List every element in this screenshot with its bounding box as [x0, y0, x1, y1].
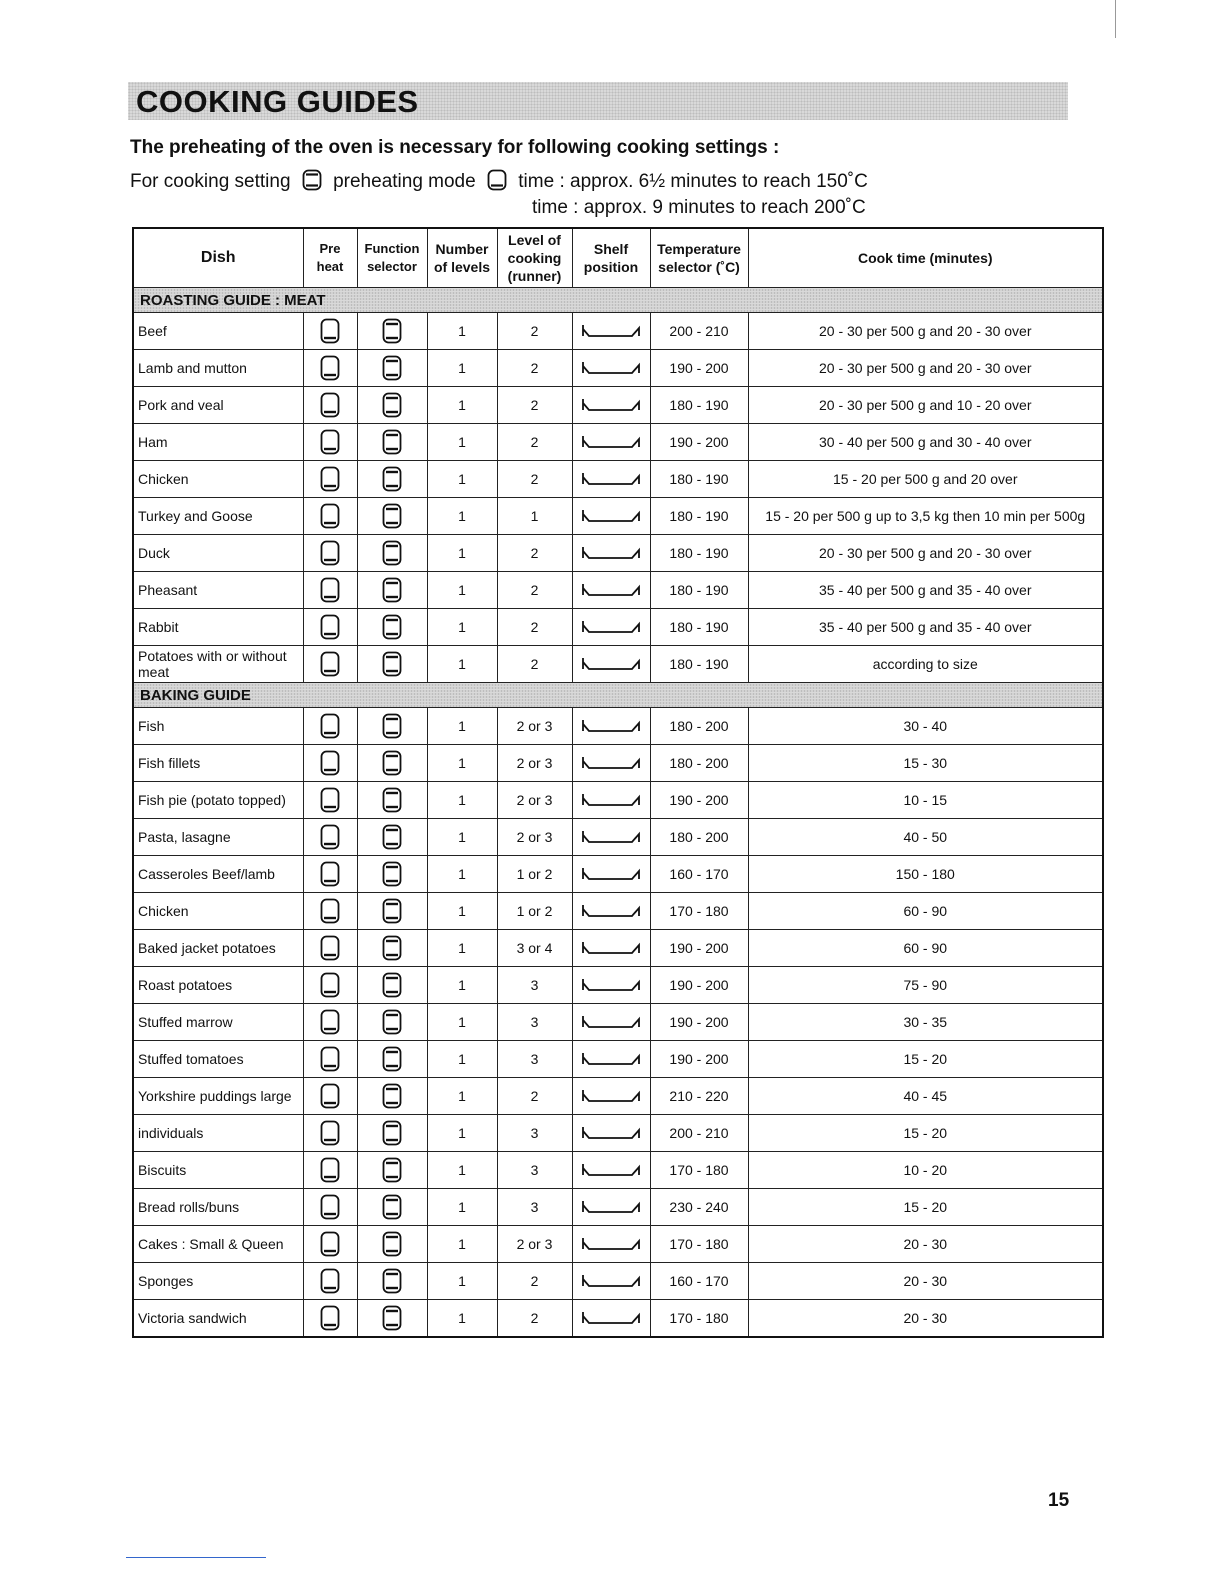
temperature-cell: 180 - 190 [650, 609, 748, 646]
shelf-position-icon [572, 424, 650, 461]
section-title: ROASTING GUIDE : MEAT [133, 288, 1103, 313]
oven-top-bottom-heat-icon [303, 1115, 357, 1152]
oven-conventional-icon [302, 169, 322, 197]
oven-conventional-icon [357, 1300, 427, 1338]
oven-top-bottom-heat-icon [303, 856, 357, 893]
table-row [133, 1300, 1103, 1338]
temperature-cell: 210 - 220 [650, 1078, 748, 1115]
temperature-cell: 180 - 190 [650, 498, 748, 535]
dish-cell: Beef [133, 313, 303, 350]
dish-cell: Potatoes with or without meat [133, 646, 303, 683]
dish-cell: Bread rolls/buns [133, 1189, 303, 1226]
oven-conventional-icon [357, 350, 427, 387]
section-title: BAKING GUIDE [133, 683, 1103, 708]
table-row [133, 745, 1103, 782]
temperature-cell: 190 - 200 [650, 782, 748, 819]
cook-time-cell: 20 - 30 [748, 1263, 1103, 1300]
cook-time-cell: 15 - 20 per 500 g and 20 over [748, 461, 1103, 498]
dish-cell: Turkey and Goose [133, 498, 303, 535]
oven-top-bottom-heat-icon [303, 745, 357, 782]
shelf-position-icon [572, 1300, 650, 1338]
oven-conventional-icon [357, 535, 427, 572]
table-row [133, 609, 1103, 646]
dish-cell: Yorkshire puddings large [133, 1078, 303, 1115]
cook-time-cell: 20 - 30 per 500 g and 20 - 30 over [748, 535, 1103, 572]
table-row [133, 967, 1103, 1004]
temperature-cell: 160 - 170 [650, 1263, 748, 1300]
table-row [133, 1078, 1103, 1115]
table-row [133, 313, 1103, 350]
dish-cell: Biscuits [133, 1152, 303, 1189]
preheat-line-2: time : approx. 9 minutes to reach 200˚C [532, 197, 866, 218]
header-function: Function selector [357, 228, 427, 288]
dish-cell: Fish pie (potato topped) [133, 782, 303, 819]
cook-time-cell: 150 - 180 [748, 856, 1103, 893]
cook-time-cell: 75 - 90 [748, 967, 1103, 1004]
runner-cell: 2 [497, 313, 572, 350]
oven-top-bottom-heat-icon [303, 1189, 357, 1226]
runner-cell: 1 or 2 [497, 893, 572, 930]
page-title: COOKING GUIDES [136, 84, 419, 119]
temperature-cell: 170 - 180 [650, 1300, 748, 1338]
temperature-cell: 170 - 180 [650, 1226, 748, 1263]
oven-conventional-icon [357, 1004, 427, 1041]
shelf-position-icon [572, 967, 650, 1004]
preheat-heading: The preheating of the oven is necessary for following cooking settings : [130, 137, 780, 158]
levels-cell: 1 [427, 1189, 497, 1226]
oven-conventional-icon [357, 967, 427, 1004]
runner-cell: 2 [497, 1300, 572, 1338]
runner-cell: 2 [497, 535, 572, 572]
table-row [133, 1004, 1103, 1041]
shelf-position-icon [572, 1226, 650, 1263]
table-row [133, 1263, 1103, 1300]
cook-time-cell: 15 - 20 [748, 1189, 1103, 1226]
shelf-position-icon [572, 461, 650, 498]
levels-cell: 1 [427, 313, 497, 350]
oven-top-bottom-heat-icon [303, 498, 357, 535]
temperature-cell: 180 - 200 [650, 708, 748, 745]
runner-cell: 2 or 3 [497, 1226, 572, 1263]
dish-cell: Lamb and mutton [133, 350, 303, 387]
preheat-line-1-b: preheating mode [333, 171, 476, 192]
temperature-cell: 190 - 200 [650, 930, 748, 967]
cook-time-cell: 20 - 30 [748, 1300, 1103, 1338]
table-body [133, 288, 1103, 1338]
levels-cell: 1 [427, 1226, 497, 1263]
runner-cell: 2 or 3 [497, 782, 572, 819]
levels-cell: 1 [427, 350, 497, 387]
runner-cell: 1 [497, 498, 572, 535]
oven-conventional-icon [357, 1152, 427, 1189]
levels-cell: 1 [427, 572, 497, 609]
oven-conventional-icon [357, 708, 427, 745]
runner-cell: 2 [497, 424, 572, 461]
runner-cell: 2 or 3 [497, 708, 572, 745]
shelf-position-icon [572, 1189, 650, 1226]
runner-cell: 2 [497, 350, 572, 387]
temperature-cell: 180 - 190 [650, 535, 748, 572]
dish-cell: Pork and veal [133, 387, 303, 424]
runner-cell: 2 [497, 461, 572, 498]
header-shelf: Shelf position [572, 228, 650, 288]
cook-time-cell: 30 - 35 [748, 1004, 1103, 1041]
dish-cell: Ham [133, 424, 303, 461]
oven-top-bottom-heat-icon [303, 424, 357, 461]
runner-cell: 3 [497, 1152, 572, 1189]
dish-cell: Duck [133, 535, 303, 572]
levels-cell: 1 [427, 708, 497, 745]
oven-conventional-icon [357, 930, 427, 967]
cook-time-cell: according to size [748, 646, 1103, 683]
shelf-position-icon [572, 1041, 650, 1078]
levels-cell: 1 [427, 461, 497, 498]
shelf-position-icon [572, 313, 650, 350]
table-row [133, 350, 1103, 387]
levels-cell: 1 [427, 609, 497, 646]
runner-cell: 3 [497, 1189, 572, 1226]
shelf-position-icon [572, 1263, 650, 1300]
page-number: 15 [1048, 1490, 1070, 1511]
table-row [133, 1226, 1103, 1263]
table-row [133, 498, 1103, 535]
oven-top-bottom-heat-icon [303, 1041, 357, 1078]
dish-cell: Fish fillets [133, 745, 303, 782]
shelf-position-icon [572, 1078, 650, 1115]
oven-top-bottom-heat-icon [303, 967, 357, 1004]
cook-time-cell: 20 - 30 per 500 g and 20 - 30 over [748, 350, 1103, 387]
oven-conventional-icon [357, 424, 427, 461]
oven-conventional-icon [357, 498, 427, 535]
table-row [133, 819, 1103, 856]
cook-time-cell: 30 - 40 [748, 708, 1103, 745]
dish-cell: Stuffed tomatoes [133, 1041, 303, 1078]
temperature-cell: 190 - 200 [650, 1041, 748, 1078]
cook-time-cell: 20 - 30 [748, 1226, 1103, 1263]
shelf-position-icon [572, 893, 650, 930]
oven-top-bottom-heat-icon [303, 387, 357, 424]
header-dish: Dish [133, 228, 303, 288]
oven-conventional-icon [357, 856, 427, 893]
levels-cell: 1 [427, 1300, 497, 1338]
levels-cell: 1 [427, 967, 497, 1004]
table-row [133, 930, 1103, 967]
oven-conventional-icon [357, 745, 427, 782]
shelf-position-icon [572, 782, 650, 819]
oven-conventional-icon [357, 313, 427, 350]
shelf-position-icon [572, 856, 650, 893]
runner-cell: 3 [497, 1041, 572, 1078]
oven-top-bottom-heat-icon [303, 609, 357, 646]
oven-top-bottom-heat-icon [303, 1078, 357, 1115]
runner-cell: 2 or 3 [497, 745, 572, 782]
runner-cell: 2 [497, 646, 572, 683]
levels-cell: 1 [427, 1041, 497, 1078]
oven-top-bottom-heat-icon [303, 893, 357, 930]
temperature-cell: 230 - 240 [650, 1189, 748, 1226]
preheat-line-1-a: For cooking setting [130, 171, 291, 192]
runner-cell: 2 [497, 387, 572, 424]
oven-conventional-icon [357, 1041, 427, 1078]
runner-cell: 1 or 2 [497, 856, 572, 893]
runner-cell: 3 or 4 [497, 930, 572, 967]
oven-top-bottom-heat-icon [303, 1152, 357, 1189]
oven-top-bottom-heat-icon [303, 708, 357, 745]
table-row [133, 461, 1103, 498]
runner-cell: 2 [497, 1078, 572, 1115]
dish-cell: Chicken [133, 893, 303, 930]
temperature-cell: 190 - 200 [650, 1004, 748, 1041]
shelf-position-icon [572, 1004, 650, 1041]
shelf-position-icon [572, 745, 650, 782]
levels-cell: 1 [427, 387, 497, 424]
temperature-cell: 180 - 200 [650, 745, 748, 782]
temperature-cell: 180 - 200 [650, 819, 748, 856]
dish-cell: Casseroles Beef/lamb [133, 856, 303, 893]
cook-time-cell: 20 - 30 per 500 g and 20 - 30 over [748, 313, 1103, 350]
shelf-position-icon [572, 646, 650, 683]
runner-cell: 2 [497, 572, 572, 609]
runner-cell: 3 [497, 1004, 572, 1041]
table-row [133, 572, 1103, 609]
dish-cell: Victoria sandwich [133, 1300, 303, 1338]
table-row [133, 1041, 1103, 1078]
dish-cell: Stuffed marrow [133, 1004, 303, 1041]
oven-conventional-icon [357, 646, 427, 683]
levels-cell: 1 [427, 1263, 497, 1300]
table-row [133, 1189, 1103, 1226]
footer-link-line [126, 1557, 266, 1558]
shelf-position-icon [572, 1115, 650, 1152]
dish-cell: individuals [133, 1115, 303, 1152]
oven-preheat-icon [487, 169, 507, 197]
temperature-cell: 170 - 180 [650, 1152, 748, 1189]
oven-top-bottom-heat-icon [303, 1004, 357, 1041]
cook-time-cell: 35 - 40 per 500 g and 35 - 40 over [748, 609, 1103, 646]
temperature-cell: 190 - 200 [650, 424, 748, 461]
header-temperature: Temperature selector (˚C) [650, 228, 748, 288]
table-row [133, 893, 1103, 930]
oven-top-bottom-heat-icon [303, 313, 357, 350]
oven-conventional-icon [357, 1226, 427, 1263]
shelf-position-icon [572, 708, 650, 745]
levels-cell: 1 [427, 646, 497, 683]
levels-cell: 1 [427, 782, 497, 819]
table-row [133, 856, 1103, 893]
dish-cell: Sponges [133, 1263, 303, 1300]
runner-cell: 2 or 3 [497, 819, 572, 856]
levels-cell: 1 [427, 1004, 497, 1041]
oven-top-bottom-heat-icon [303, 819, 357, 856]
cook-time-cell: 20 - 30 per 500 g and 10 - 20 over [748, 387, 1103, 424]
cook-time-cell: 60 - 90 [748, 930, 1103, 967]
oven-conventional-icon [357, 461, 427, 498]
dish-cell: Baked jacket potatoes [133, 930, 303, 967]
shelf-position-icon [572, 819, 650, 856]
runner-cell: 3 [497, 967, 572, 1004]
oven-conventional-icon [357, 609, 427, 646]
oven-conventional-icon [357, 1078, 427, 1115]
shelf-position-icon [572, 572, 650, 609]
shelf-position-icon [572, 387, 650, 424]
dish-cell: Chicken [133, 461, 303, 498]
levels-cell: 1 [427, 819, 497, 856]
dish-cell: Fish [133, 708, 303, 745]
oven-top-bottom-heat-icon [303, 350, 357, 387]
cook-time-cell: 35 - 40 per 500 g and 35 - 40 over [748, 572, 1103, 609]
temperature-cell: 180 - 190 [650, 572, 748, 609]
table-row [133, 1115, 1103, 1152]
table-row [133, 782, 1103, 819]
oven-conventional-icon [357, 1189, 427, 1226]
shelf-position-icon [572, 930, 650, 967]
levels-cell: 1 [427, 424, 497, 461]
shelf-position-icon [572, 498, 650, 535]
header-preheat: Pre heat [303, 228, 357, 288]
cook-time-cell: 30 - 40 per 500 g and 30 - 40 over [748, 424, 1103, 461]
cook-time-cell: 40 - 45 [748, 1078, 1103, 1115]
dish-cell: Cakes : Small & Queen [133, 1226, 303, 1263]
oven-top-bottom-heat-icon [303, 1263, 357, 1300]
table-row [133, 424, 1103, 461]
table-header-row [133, 228, 1103, 288]
header-levels: Number of levels [427, 228, 497, 288]
levels-cell: 1 [427, 1115, 497, 1152]
cook-time-cell: 10 - 15 [748, 782, 1103, 819]
cook-time-cell: 15 - 20 [748, 1115, 1103, 1152]
levels-cell: 1 [427, 856, 497, 893]
oven-top-bottom-heat-icon [303, 646, 357, 683]
oven-conventional-icon [357, 782, 427, 819]
oven-conventional-icon [357, 387, 427, 424]
oven-top-bottom-heat-icon [303, 930, 357, 967]
dish-cell: Pheasant [133, 572, 303, 609]
dish-cell: Roast potatoes [133, 967, 303, 1004]
runner-cell: 2 [497, 609, 572, 646]
shelf-position-icon [572, 609, 650, 646]
dish-cell: Rabbit [133, 609, 303, 646]
runner-cell: 3 [497, 1115, 572, 1152]
cook-time-cell: 60 - 90 [748, 893, 1103, 930]
levels-cell: 1 [427, 498, 497, 535]
runner-cell: 2 [497, 1263, 572, 1300]
section-row [133, 683, 1103, 708]
oven-top-bottom-heat-icon [303, 1226, 357, 1263]
oven-top-bottom-heat-icon [303, 535, 357, 572]
dish-cell: Pasta, lasagne [133, 819, 303, 856]
cook-time-cell: 15 - 30 [748, 745, 1103, 782]
table-row [133, 387, 1103, 424]
oven-conventional-icon [357, 893, 427, 930]
levels-cell: 1 [427, 745, 497, 782]
cook-time-cell: 40 - 50 [748, 819, 1103, 856]
header-runner: Level of cooking (runner) [497, 228, 572, 288]
cooking-guide-table [132, 227, 1104, 1338]
levels-cell: 1 [427, 535, 497, 572]
oven-conventional-icon [357, 1115, 427, 1152]
table-row [133, 1152, 1103, 1189]
levels-cell: 1 [427, 1152, 497, 1189]
cook-time-cell: 10 - 20 [748, 1152, 1103, 1189]
table-row [133, 535, 1103, 572]
oven-conventional-icon [357, 572, 427, 609]
temperature-cell: 190 - 200 [650, 967, 748, 1004]
temperature-cell: 170 - 180 [650, 893, 748, 930]
page-edge-mark [1115, 0, 1116, 38]
table-row [133, 646, 1103, 683]
oven-top-bottom-heat-icon [303, 572, 357, 609]
temperature-cell: 190 - 200 [650, 350, 748, 387]
temperature-cell: 180 - 190 [650, 461, 748, 498]
table-row [133, 708, 1103, 745]
cook-time-cell: 15 - 20 [748, 1041, 1103, 1078]
temperature-cell: 180 - 190 [650, 387, 748, 424]
levels-cell: 1 [427, 893, 497, 930]
shelf-position-icon [572, 535, 650, 572]
temperature-cell: 160 - 170 [650, 856, 748, 893]
header-cook-time: Cook time (minutes) [748, 228, 1103, 288]
shelf-position-icon [572, 1152, 650, 1189]
oven-conventional-icon [357, 819, 427, 856]
temperature-cell: 200 - 210 [650, 1115, 748, 1152]
levels-cell: 1 [427, 1078, 497, 1115]
section-row [133, 288, 1103, 313]
oven-top-bottom-heat-icon [303, 461, 357, 498]
shelf-position-icon [572, 350, 650, 387]
preheat-line-1 [130, 169, 868, 197]
temperature-cell: 180 - 190 [650, 646, 748, 683]
oven-top-bottom-heat-icon [303, 1300, 357, 1338]
temperature-cell: 200 - 210 [650, 313, 748, 350]
levels-cell: 1 [427, 930, 497, 967]
cook-time-cell: 15 - 20 per 500 g up to 3,5 kg then 10 min per 500g [748, 498, 1103, 535]
oven-top-bottom-heat-icon [303, 782, 357, 819]
title-band [128, 82, 1068, 120]
preheat-line-1-c: time : approx. 6½ minutes to reach 150˚C [518, 171, 868, 192]
oven-conventional-icon [357, 1263, 427, 1300]
